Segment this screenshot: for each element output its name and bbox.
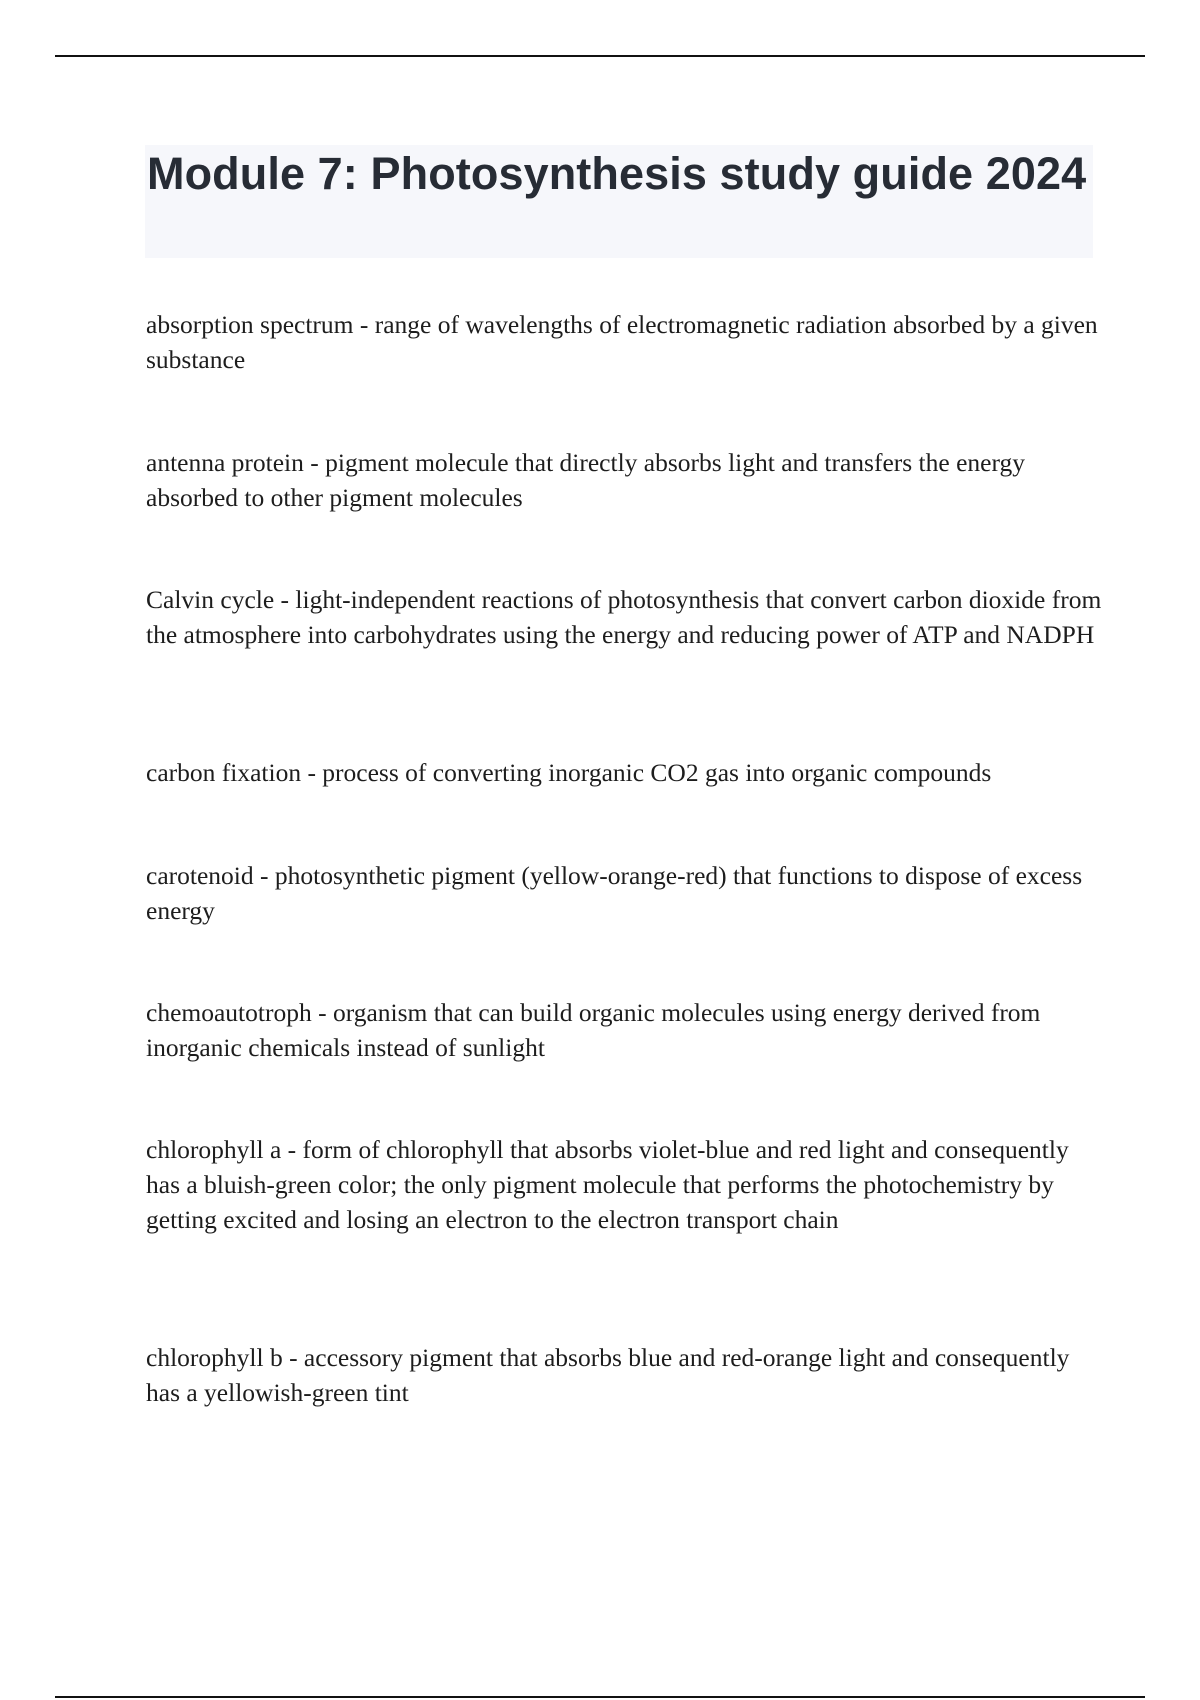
page-title: Module 7: Photosynthesis study guide 2024	[147, 148, 1087, 199]
top-divider	[55, 55, 1145, 57]
term-chlorophyll-a: chlorophyll a - form of chlorophyll that absorbs violet-blue and red light and consequently has a bluish-green color; the only pigment molecule that performs the photochemistry by getting excited and losing an electron to the electron transport chain	[146, 1135, 1069, 1234]
title-banner	[145, 145, 1093, 258]
term-chlorophyll-b: chlorophyll b - accessory pigment that absorbs blue and red-orange light and consequently has a yellowish-green tint	[146, 1343, 1070, 1407]
term-carbon-fixation: carbon fixation - process of converting inorganic CO2 gas into organic compounds	[146, 758, 992, 787]
bottom-divider	[55, 1696, 1145, 1698]
term-absorption-spectrum: absorption spectrum - range of wavelengths of electromagnetic radiation absorbed by a given substance	[146, 310, 1098, 374]
term-carotenoid: carotenoid - photosynthetic pigment (yellow-orange-red) that functions to dispose of excess energy	[146, 861, 1083, 925]
term-chemoautotroph: chemoautotroph - organism that can build organic molecules using energy derived from inorganic chemicals instead of sunlight	[146, 998, 1041, 1062]
term-antenna-protein: antenna protein - pigment molecule that directly absorbs light and transfers the energy absorbed to other pigment molecules	[146, 448, 1026, 512]
term-calvin-cycle: Calvin cycle - light-independent reactions of photosynthesis that convert carbon dioxide from the atmosphere into carbohydrates using the energy and reducing power of ATP and NADPH	[146, 585, 1102, 649]
